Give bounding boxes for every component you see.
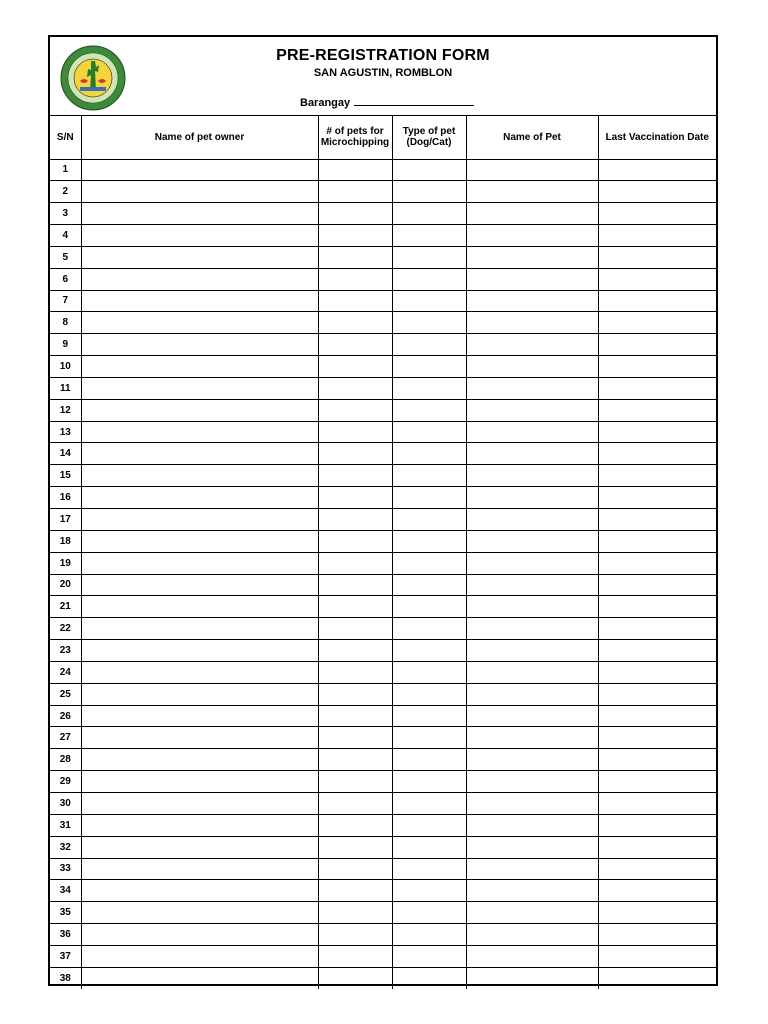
- pet-type-cell[interactable]: [392, 246, 466, 268]
- pet-name-cell[interactable]: [466, 246, 598, 268]
- vaccination-date-cell[interactable]: [598, 399, 716, 421]
- sn-cell: 24: [50, 661, 81, 683]
- sn-cell: 5: [50, 246, 81, 268]
- header-pets-line2: Microchipping: [320, 137, 390, 149]
- pet-type-cell[interactable]: [392, 640, 466, 662]
- owner-name-cell[interactable]: [81, 509, 318, 531]
- pets-count-cell[interactable]: [318, 159, 392, 181]
- pets-count-cell[interactable]: [318, 924, 392, 946]
- table-row: [50, 945, 716, 967]
- table-row: [50, 967, 716, 989]
- sn-cell: 26: [50, 705, 81, 727]
- owner-name-cell[interactable]: [81, 377, 318, 399]
- vaccination-date-cell[interactable]: [598, 334, 716, 356]
- pets-count-cell[interactable]: [318, 312, 392, 334]
- table-row: [50, 924, 716, 946]
- owner-name-cell[interactable]: [81, 880, 318, 902]
- sn-cell: 18: [50, 530, 81, 552]
- vaccination-date-cell[interactable]: [598, 443, 716, 465]
- pet-type-cell[interactable]: [392, 356, 466, 378]
- vaccination-date-cell[interactable]: [598, 661, 716, 683]
- sn-cell: 15: [50, 465, 81, 487]
- sn-cell: 21: [50, 596, 81, 618]
- pets-count-cell[interactable]: [318, 246, 392, 268]
- vaccination-date-cell[interactable]: [598, 596, 716, 618]
- owner-name-cell[interactable]: [81, 924, 318, 946]
- sn-cell: 8: [50, 312, 81, 334]
- barangay-blank-line[interactable]: [354, 95, 474, 106]
- pets-count-cell[interactable]: [318, 880, 392, 902]
- owner-name-cell[interactable]: [81, 465, 318, 487]
- pet-type-cell[interactable]: [392, 377, 466, 399]
- vaccination-date-cell[interactable]: [598, 574, 716, 596]
- table-row: [50, 377, 716, 399]
- vaccination-date-cell[interactable]: [598, 465, 716, 487]
- pets-count-cell[interactable]: [318, 399, 392, 421]
- table-row: [50, 487, 716, 509]
- vaccination-date-cell[interactable]: [598, 749, 716, 771]
- pets-count-cell[interactable]: [318, 945, 392, 967]
- vaccination-date-cell[interactable]: [598, 203, 716, 225]
- pet-name-cell[interactable]: [466, 159, 598, 181]
- pet-name-cell[interactable]: [466, 683, 598, 705]
- table-row: [50, 574, 716, 596]
- pet-name-cell[interactable]: [466, 290, 598, 312]
- owner-name-cell[interactable]: [81, 814, 318, 836]
- vaccination-date-cell[interactable]: [598, 945, 716, 967]
- table-row: [50, 640, 716, 662]
- owner-name-cell[interactable]: [81, 640, 318, 662]
- vaccination-date-cell[interactable]: [598, 159, 716, 181]
- sn-cell: 29: [50, 771, 81, 793]
- table-body: [50, 159, 716, 989]
- pet-type-cell[interactable]: [392, 596, 466, 618]
- table-row: [50, 836, 716, 858]
- pet-name-cell[interactable]: [466, 312, 598, 334]
- vaccination-date-cell[interactable]: [598, 181, 716, 203]
- pet-name-cell[interactable]: [466, 836, 598, 858]
- sn-cell: 17: [50, 509, 81, 531]
- table-row: [50, 268, 716, 290]
- sn-cell: 14: [50, 443, 81, 465]
- owner-name-cell[interactable]: [81, 749, 318, 771]
- pet-name-cell[interactable]: [466, 661, 598, 683]
- owner-name-cell[interactable]: [81, 705, 318, 727]
- pet-type-cell[interactable]: [392, 705, 466, 727]
- sn-cell: 3: [50, 203, 81, 225]
- table-row: [50, 814, 716, 836]
- pets-count-cell[interactable]: [318, 268, 392, 290]
- pets-count-cell[interactable]: [318, 640, 392, 662]
- owner-name-cell[interactable]: [81, 771, 318, 793]
- owner-name-cell[interactable]: [81, 727, 318, 749]
- vaccination-date-cell[interactable]: [598, 924, 716, 946]
- owner-name-cell[interactable]: [81, 618, 318, 640]
- vaccination-date-cell[interactable]: [598, 509, 716, 531]
- vaccination-date-cell[interactable]: [598, 377, 716, 399]
- pets-count-cell[interactable]: [318, 836, 392, 858]
- pet-type-cell[interactable]: [392, 530, 466, 552]
- pet-name-cell[interactable]: [466, 377, 598, 399]
- vaccination-date-cell[interactable]: [598, 530, 716, 552]
- owner-name-cell[interactable]: [81, 596, 318, 618]
- owner-name-cell[interactable]: [81, 858, 318, 880]
- owner-name-cell[interactable]: [81, 836, 318, 858]
- table-row: [50, 290, 716, 312]
- pet-type-cell[interactable]: [392, 880, 466, 902]
- pet-type-cell[interactable]: [392, 487, 466, 509]
- table-row: [50, 792, 716, 814]
- table-row: [50, 771, 716, 793]
- table-row: [50, 727, 716, 749]
- pet-name-cell[interactable]: [466, 443, 598, 465]
- barangay-field[interactable]: [300, 95, 474, 109]
- table-row: [50, 181, 716, 203]
- pets-count-cell[interactable]: [318, 377, 392, 399]
- sn-cell: 38: [50, 967, 81, 989]
- pets-count-cell[interactable]: [318, 487, 392, 509]
- pet-type-cell[interactable]: [392, 443, 466, 465]
- sn-cell: 20: [50, 574, 81, 596]
- pets-count-cell[interactable]: [318, 858, 392, 880]
- pet-name-cell[interactable]: [466, 421, 598, 443]
- header-type-line2: (Dog/Cat): [406, 137, 452, 149]
- pet-name-cell[interactable]: [466, 705, 598, 727]
- pet-type-cell[interactable]: [392, 727, 466, 749]
- owner-name-cell[interactable]: [81, 181, 318, 203]
- sn-cell: 16: [50, 487, 81, 509]
- header-type-line1: Type of pet: [402, 126, 456, 138]
- table-row: [50, 225, 716, 247]
- pets-count-cell[interactable]: [318, 465, 392, 487]
- pet-name-cell[interactable]: [466, 858, 598, 880]
- pet-type-cell[interactable]: [392, 902, 466, 924]
- owner-name-cell[interactable]: [81, 487, 318, 509]
- pets-count-cell[interactable]: [318, 225, 392, 247]
- vaccination-date-cell[interactable]: [598, 705, 716, 727]
- table-header-row: [50, 116, 716, 159]
- pet-name-cell[interactable]: [466, 749, 598, 771]
- owner-name-cell[interactable]: [81, 159, 318, 181]
- sn-cell: 19: [50, 552, 81, 574]
- pet-type-cell[interactable]: [392, 552, 466, 574]
- pet-type-cell[interactable]: [392, 792, 466, 814]
- pet-type-cell[interactable]: [392, 858, 466, 880]
- pet-type-cell[interactable]: [392, 334, 466, 356]
- owner-name-cell[interactable]: [81, 421, 318, 443]
- table-row: [50, 246, 716, 268]
- owner-name-cell[interactable]: [81, 683, 318, 705]
- pet-type-cell[interactable]: [392, 268, 466, 290]
- vaccination-date-cell[interactable]: [598, 312, 716, 334]
- sn-cell: 30: [50, 792, 81, 814]
- vaccination-date-cell[interactable]: [598, 225, 716, 247]
- header-sn: S/N: [50, 116, 81, 159]
- header-type-of-pet: [392, 116, 466, 159]
- table-row: [50, 312, 716, 334]
- pet-type-cell[interactable]: [392, 814, 466, 836]
- vaccination-date-cell[interactable]: [598, 814, 716, 836]
- owner-name-cell[interactable]: [81, 290, 318, 312]
- table-row: [50, 596, 716, 618]
- pet-name-cell[interactable]: [466, 356, 598, 378]
- pets-count-cell[interactable]: [318, 596, 392, 618]
- pets-count-cell[interactable]: [318, 683, 392, 705]
- pets-count-cell[interactable]: [318, 902, 392, 924]
- barangay-label: Barangay: [300, 97, 351, 109]
- pet-name-cell[interactable]: [466, 399, 598, 421]
- sn-cell: 1: [50, 159, 81, 181]
- owner-name-cell[interactable]: [81, 399, 318, 421]
- registration-table: [50, 116, 716, 989]
- owner-name-cell[interactable]: [81, 312, 318, 334]
- table-row: [50, 356, 716, 378]
- pets-count-cell[interactable]: [318, 661, 392, 683]
- vaccination-date-cell[interactable]: [598, 771, 716, 793]
- header-owner-name: Name of pet owner: [81, 116, 318, 159]
- sn-cell: 13: [50, 421, 81, 443]
- pet-type-cell[interactable]: [392, 618, 466, 640]
- table-row: [50, 661, 716, 683]
- pet-name-cell[interactable]: [466, 618, 598, 640]
- sn-cell: 34: [50, 880, 81, 902]
- pets-count-cell[interactable]: [318, 530, 392, 552]
- pet-name-cell[interactable]: [466, 814, 598, 836]
- pets-count-cell[interactable]: [318, 552, 392, 574]
- sn-cell: 11: [50, 377, 81, 399]
- sn-cell: 27: [50, 727, 81, 749]
- table-row: [50, 902, 716, 924]
- table-row: [50, 749, 716, 771]
- owner-name-cell[interactable]: [81, 334, 318, 356]
- pet-name-cell[interactable]: [466, 902, 598, 924]
- pet-type-cell[interactable]: [392, 421, 466, 443]
- pets-count-cell[interactable]: [318, 749, 392, 771]
- sn-cell: 35: [50, 902, 81, 924]
- sn-cell: 23: [50, 640, 81, 662]
- sn-cell: 31: [50, 814, 81, 836]
- owner-name-cell[interactable]: [81, 574, 318, 596]
- vaccination-date-cell[interactable]: [598, 618, 716, 640]
- pets-count-cell[interactable]: [318, 181, 392, 203]
- owner-name-cell[interactable]: [81, 902, 318, 924]
- sn-cell: 9: [50, 334, 81, 356]
- vaccination-date-cell[interactable]: [598, 836, 716, 858]
- pet-type-cell[interactable]: [392, 290, 466, 312]
- pets-count-cell[interactable]: [318, 967, 392, 989]
- pets-count-cell[interactable]: [318, 443, 392, 465]
- owner-name-cell[interactable]: [81, 356, 318, 378]
- table-row: [50, 203, 716, 225]
- sn-cell: 12: [50, 399, 81, 421]
- pet-name-cell[interactable]: [466, 574, 598, 596]
- form-title: PRE-REGISTRATION FORM: [276, 47, 490, 64]
- owner-name-cell[interactable]: [81, 246, 318, 268]
- sn-cell: 7: [50, 290, 81, 312]
- pet-name-cell[interactable]: [466, 225, 598, 247]
- table-row: [50, 618, 716, 640]
- vaccination-date-cell[interactable]: [598, 487, 716, 509]
- pet-type-cell[interactable]: [392, 159, 466, 181]
- pet-type-cell[interactable]: [392, 924, 466, 946]
- vaccination-date-cell[interactable]: [598, 792, 716, 814]
- pet-type-cell[interactable]: [392, 683, 466, 705]
- pet-name-cell[interactable]: [466, 203, 598, 225]
- pet-name-cell[interactable]: [466, 465, 598, 487]
- pet-name-cell[interactable]: [466, 727, 598, 749]
- pet-name-cell[interactable]: [466, 181, 598, 203]
- pet-name-cell[interactable]: [466, 924, 598, 946]
- pets-count-cell[interactable]: [318, 356, 392, 378]
- owner-name-cell[interactable]: [81, 967, 318, 989]
- owner-name-cell[interactable]: [81, 443, 318, 465]
- pet-type-cell[interactable]: [392, 574, 466, 596]
- vaccination-date-cell[interactable]: [598, 880, 716, 902]
- pet-name-cell[interactable]: [466, 792, 598, 814]
- pet-name-cell[interactable]: [466, 552, 598, 574]
- owner-name-cell[interactable]: [81, 225, 318, 247]
- pet-type-cell[interactable]: [392, 465, 466, 487]
- vaccination-date-cell[interactable]: [598, 421, 716, 443]
- pets-count-cell[interactable]: [318, 792, 392, 814]
- vaccination-date-cell[interactable]: [598, 683, 716, 705]
- pet-type-cell[interactable]: [392, 967, 466, 989]
- pets-count-cell[interactable]: [318, 618, 392, 640]
- pet-name-cell[interactable]: [466, 945, 598, 967]
- pet-name-cell[interactable]: [466, 487, 598, 509]
- vaccination-date-cell[interactable]: [598, 902, 716, 924]
- pet-type-cell[interactable]: [392, 945, 466, 967]
- table-row: [50, 683, 716, 705]
- table-row: [50, 443, 716, 465]
- pets-count-cell[interactable]: [318, 727, 392, 749]
- pet-name-cell[interactable]: [466, 530, 598, 552]
- pet-type-cell[interactable]: [392, 181, 466, 203]
- owner-name-cell[interactable]: [81, 945, 318, 967]
- vaccination-date-cell[interactable]: [598, 356, 716, 378]
- table-row: [50, 858, 716, 880]
- pet-name-cell[interactable]: [466, 509, 598, 531]
- pet-type-cell[interactable]: [392, 312, 466, 334]
- pre-registration-form: [48, 35, 718, 986]
- vaccination-date-cell[interactable]: [598, 727, 716, 749]
- pets-count-cell[interactable]: [318, 771, 392, 793]
- sn-cell: 6: [50, 268, 81, 290]
- table-row: [50, 705, 716, 727]
- table-row: [50, 465, 716, 487]
- pet-type-cell[interactable]: [392, 203, 466, 225]
- vaccination-date-cell[interactable]: [598, 552, 716, 574]
- owner-name-cell[interactable]: [81, 203, 318, 225]
- owner-name-cell[interactable]: [81, 268, 318, 290]
- table-row: [50, 552, 716, 574]
- sn-cell: 28: [50, 749, 81, 771]
- table-row: [50, 334, 716, 356]
- sn-cell: 32: [50, 836, 81, 858]
- pet-type-cell[interactable]: [392, 225, 466, 247]
- table-row: [50, 509, 716, 531]
- pet-type-cell[interactable]: [392, 661, 466, 683]
- vaccination-date-cell[interactable]: [598, 640, 716, 662]
- sn-cell: 22: [50, 618, 81, 640]
- sn-cell: 36: [50, 924, 81, 946]
- sn-cell: 2: [50, 181, 81, 203]
- vaccination-date-cell[interactable]: [598, 858, 716, 880]
- pet-name-cell[interactable]: [466, 334, 598, 356]
- pet-name-cell[interactable]: [466, 967, 598, 989]
- pets-count-cell[interactable]: [318, 203, 392, 225]
- pets-count-cell[interactable]: [318, 290, 392, 312]
- vaccination-date-cell[interactable]: [598, 967, 716, 989]
- owner-name-cell[interactable]: [81, 552, 318, 574]
- pet-type-cell[interactable]: [392, 836, 466, 858]
- pets-count-cell[interactable]: [318, 421, 392, 443]
- pet-type-cell[interactable]: [392, 509, 466, 531]
- form-header: [50, 37, 716, 116]
- owner-name-cell[interactable]: [81, 661, 318, 683]
- table-row: [50, 159, 716, 181]
- pets-count-cell[interactable]: [318, 509, 392, 531]
- pet-name-cell[interactable]: [466, 596, 598, 618]
- pets-count-cell[interactable]: [318, 814, 392, 836]
- pet-name-cell[interactable]: [466, 771, 598, 793]
- sn-cell: 37: [50, 945, 81, 967]
- header-pets-for-microchipping: [318, 116, 392, 159]
- pets-count-cell[interactable]: [318, 705, 392, 727]
- sn-cell: 25: [50, 683, 81, 705]
- sn-cell: 4: [50, 225, 81, 247]
- vaccination-date-cell[interactable]: [598, 246, 716, 268]
- table-row: [50, 530, 716, 552]
- table-row: [50, 399, 716, 421]
- pets-count-cell[interactable]: [318, 334, 392, 356]
- pet-name-cell[interactable]: [466, 640, 598, 662]
- header-pet-name: Name of Pet: [466, 116, 598, 159]
- owner-name-cell[interactable]: [81, 530, 318, 552]
- form-subtitle: SAN AGUSTIN, ROMBLON: [313, 67, 453, 79]
- sn-cell: 10: [50, 356, 81, 378]
- pet-type-cell[interactable]: [392, 749, 466, 771]
- vaccination-date-cell[interactable]: [598, 290, 716, 312]
- pets-count-cell[interactable]: [318, 574, 392, 596]
- pet-type-cell[interactable]: [392, 399, 466, 421]
- pet-name-cell[interactable]: [466, 880, 598, 902]
- header-last-vaccination-date: Last Vaccination Date: [598, 116, 716, 159]
- owner-name-cell[interactable]: [81, 792, 318, 814]
- header-pets-line1: # of pets for: [326, 126, 384, 138]
- vaccination-date-cell[interactable]: [598, 268, 716, 290]
- pet-type-cell[interactable]: [392, 771, 466, 793]
- table-row: [50, 880, 716, 902]
- sn-cell: 33: [50, 858, 81, 880]
- table-row: [50, 421, 716, 443]
- pet-name-cell[interactable]: [466, 268, 598, 290]
